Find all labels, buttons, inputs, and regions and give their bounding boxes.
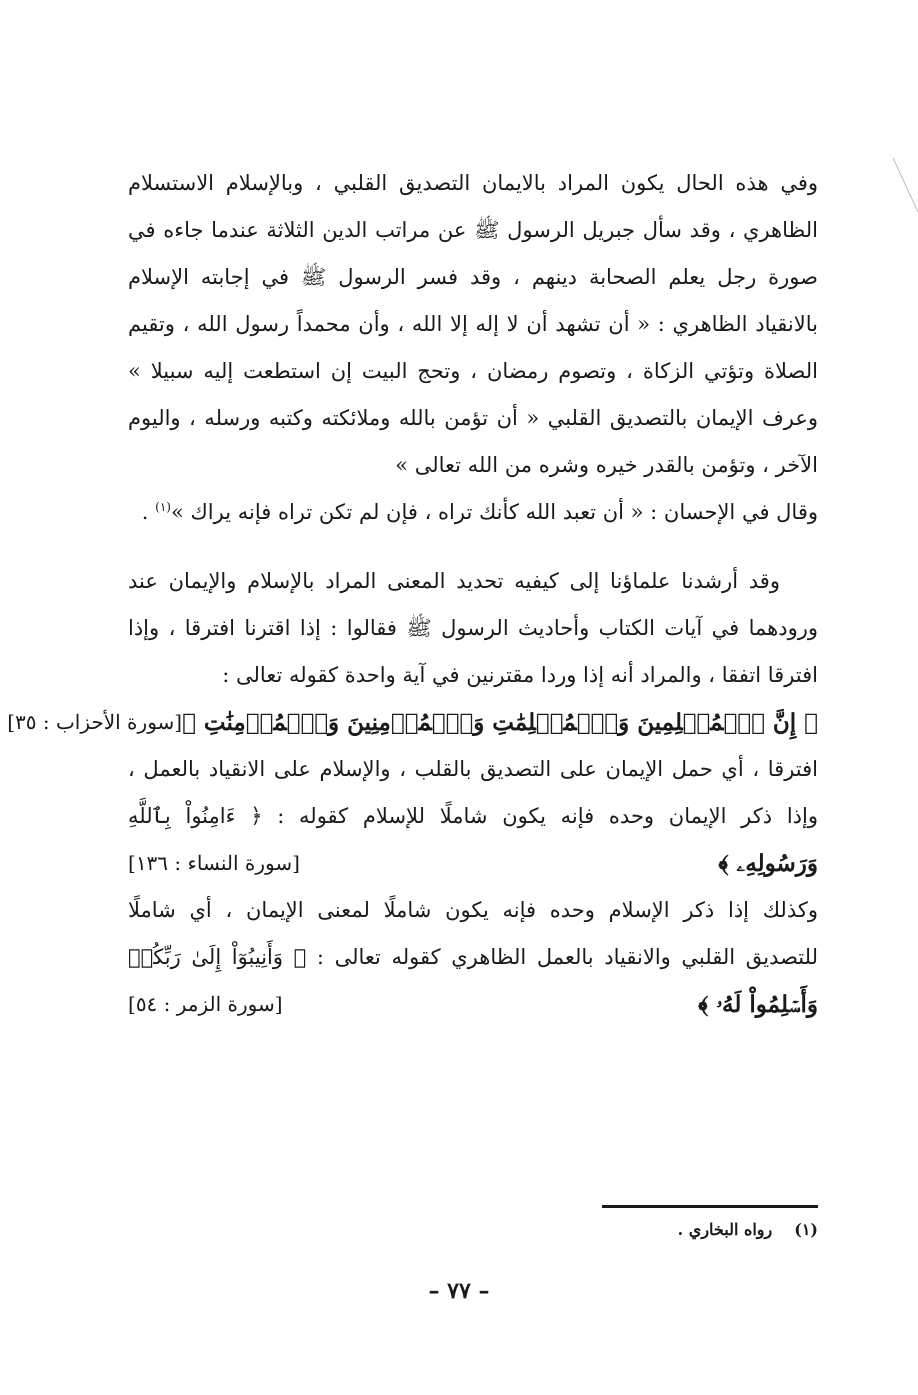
verse-ahzab-text: ﴿ إِنَّ ٱلۡمُسۡلِمِينَ وَٱلۡمُسۡلِمَٰتِ وَٱلۡمُؤۡمِنِينَ وَٱلۡمُؤۡمِنَٰتِ ﴾ [182, 709, 818, 736]
paragraph-2-line-2: ورودهما في آيات الكتاب وأحاديث الرسول ﷺ فقالوا : إذا اقترنا افترقا ، وإذا [128, 616, 818, 640]
ihsan-end: . [141, 500, 156, 524]
paragraph-1-line-6: وعرف الإيمان بالتصديق القلبي « أن تؤمن بالله وملائكته وكتبه ورسله ، واليوم [128, 406, 818, 430]
footnote-text: رواه البخاري . [677, 1220, 773, 1239]
footnote-number: (١) [794, 1220, 818, 1239]
paragraph-2-line-6: وكذلك إذا ذكر الإسلام وحده فإنه يكون شاملًا لمعنى الإيمان ، أي شاملًا [128, 898, 818, 922]
paragraph-1-line-4: بالانقياد الظاهري : « أن تشهد أن لا إله إلا الله ، وأن محمداً رسول الله ، وتقيم [128, 312, 818, 336]
paragraph-1-line-7: الآخر ، وتؤمن بالقدر خيره وشره من الله تعالى » [395, 453, 818, 477]
verse-nisa [128, 840, 818, 887]
verse-zumar [128, 981, 818, 1028]
ihsan-line [128, 489, 818, 536]
footnote [128, 1218, 818, 1242]
ihsan-text: وقال في الإحسان : « أن تعبد الله كأنك تراه ، فإن لم تكن تراه فإنه يراك » [170, 500, 818, 524]
paragraph-2-line-4: افترقا ، أي حمل الإيمان على التصديق بالقلب ، والإسلام على الانقياد بالعمل ، [128, 757, 818, 781]
paragraph-1-line-1: وفي هذه الحال يكون المراد بالايمان التصديق القلبي ، وبالإسلام الاستسلام [128, 171, 818, 195]
paragraph-2-line-5: وإذا ذكر الإيمان وحده فإنه يكون شاملًا للإسلام كقوله : ﴿ ءَامِنُواْ بِٱللَّهِ [128, 804, 818, 828]
paragraph-1-line-3: صورة رجل يعلم الصحابة دينهم ، وقد فسر الرسول ﷺ في إجابته الإسلام [128, 265, 818, 289]
footnote-marker: (١) [155, 500, 171, 514]
verse-ahzab-ref: [سورة الأحزاب : ٣٥] [7, 710, 183, 734]
verse-ahzab [7, 699, 818, 746]
page-body [7, 160, 818, 1028]
verse-nisa-ref: [سورة النساء : ١٣٦] [128, 851, 300, 875]
page-number: – ٧٧ – [428, 1278, 490, 1304]
paragraph-1-line-5: الصلاة وتؤتي الزكاة ، وتصوم رمضان ، وتحج البيت إن استطعت إليه سبيلا » [128, 359, 818, 383]
paragraph-gap [128, 536, 818, 558]
verse-zumar-text: وَأَسۡلِمُواْ لَهُۥ ﴾ [698, 991, 818, 1018]
paragraph-2-line-1: وقد أرشدنا علماؤنا إلى كيفيه تحديد المعنى المراد بالإسلام والإيمان عند [128, 569, 780, 593]
paragraph-2-line-3: افترقا اتفقا ، والمراد أنه إذا وردا مقترنين في آية واحدة كقوله تعالى : [222, 663, 818, 687]
paragraph-1-line-2: الظاهري ، وقد سأل جبريل الرسول ﷺ عن مراتب الدين الثلاثة عندما جاءه في [128, 218, 818, 242]
paragraph-2-line-7: للتصديق القلبي والانقياد بالعمل الظاهري كقوله تعالى : ﴿ وَأَنِيبُوٓاْ إِلَىٰ رَبِّكُمۡ [128, 945, 818, 969]
verse-zumar-ref: [سورة الزمر : ٥٤] [128, 992, 283, 1016]
footnote-divider [602, 1205, 818, 1208]
verse-nisa-text: وَرَسُولِهِۦ ﴾ [718, 850, 818, 877]
